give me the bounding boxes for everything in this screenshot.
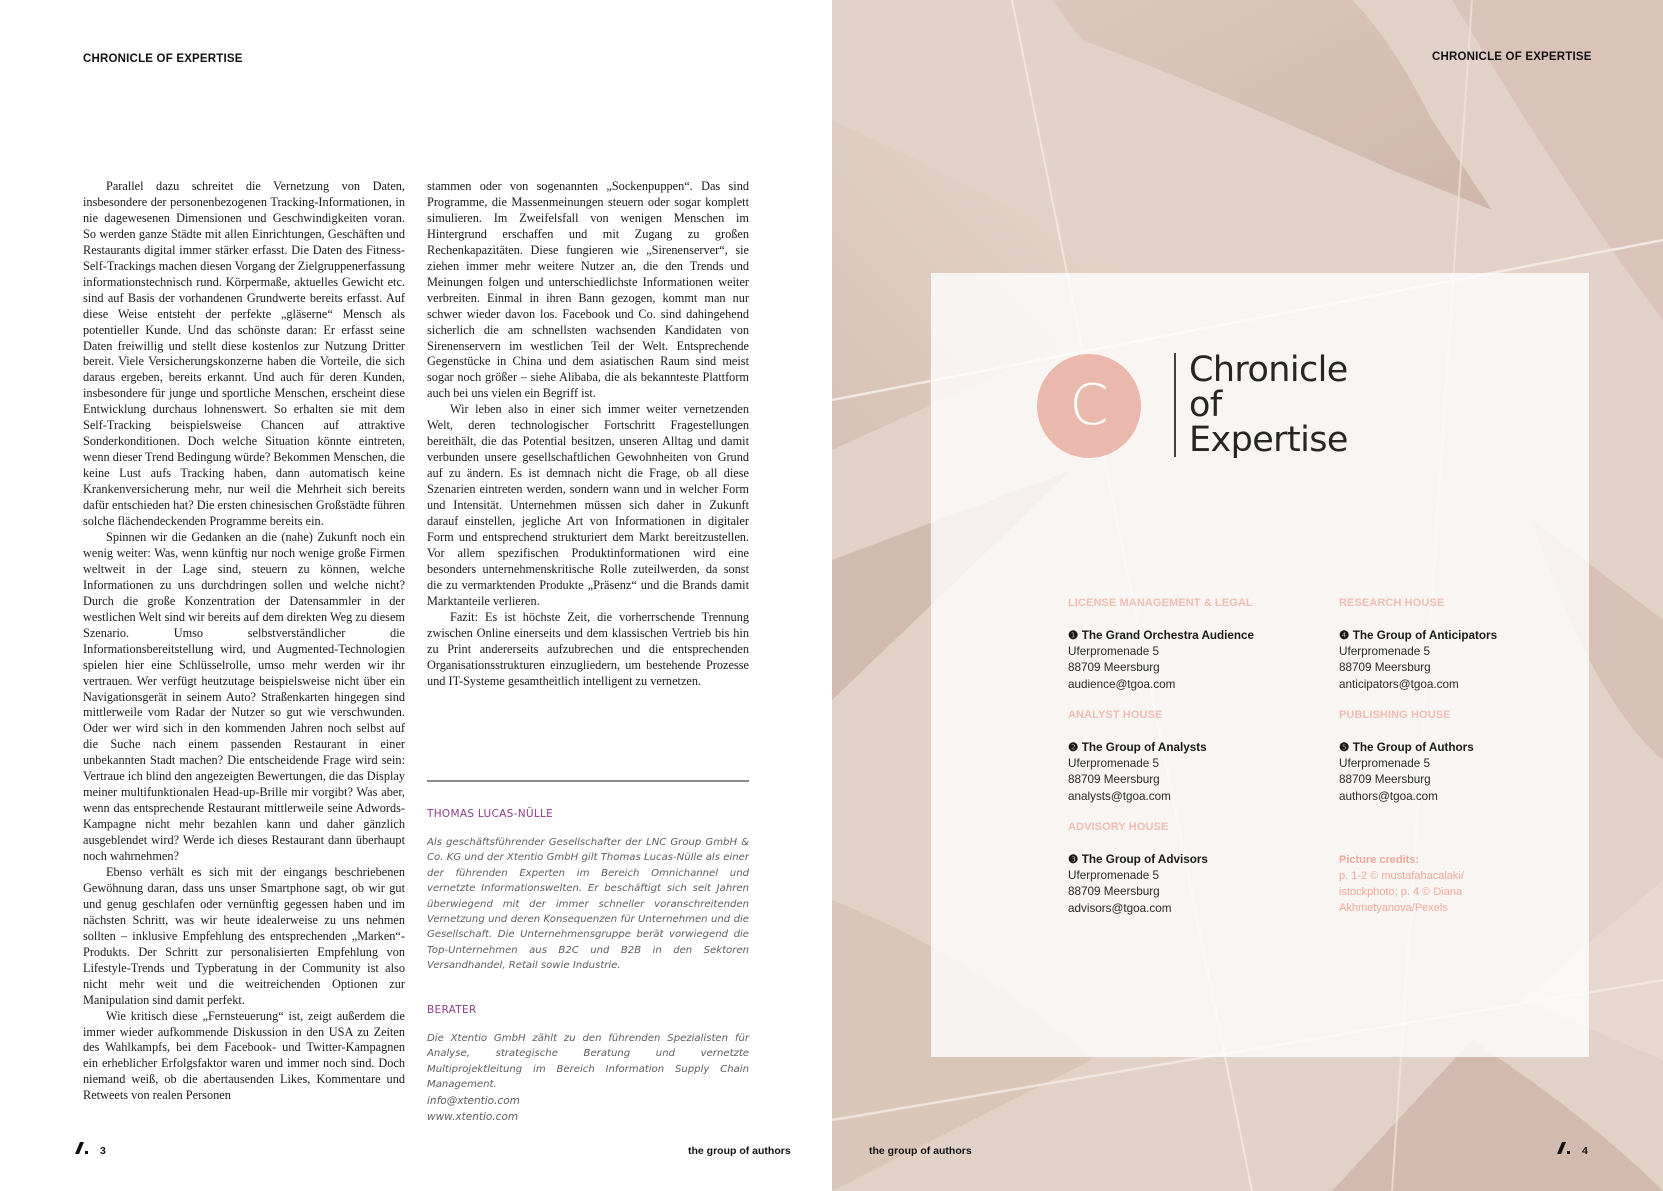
brand-divider [1174, 353, 1176, 457]
brand-title-line-3: Expertise [1189, 420, 1348, 460]
entry-email[interactable]: authors@tgoa.com [1339, 789, 1438, 803]
running-head-right: CHRONICLE OF EXPERTISE [1432, 51, 1592, 63]
entry-name: The Grand Orchestra Audience [1081, 629, 1255, 642]
entry-street: Uferpromenade 5 [1068, 757, 1159, 771]
footer-brand-left: the group of authors [688, 1145, 791, 1157]
paragraph: Spinnen wir die Gedanken an die (nahe) Zukunft noch ein wenig weiter: Was, wenn künftig nur noch wenige große Firmen weltweit in der Lage sind, steuern zu können, welche Informationen zu uns durchdringen sollen und welche nicht? Durch die große Konzentration der Datensammler in der westlichen Welt sind wir bereits auf dem direkten Weg zu diesem Szenario. Umso selbstverständlicher die Informationsbereitstellung wird, und Augmented-Technologien spielen hier eine Schlüsselrolle, umso mehr werden wir ihr vertrauen. Wer verfügt heutzutage beispielsweise nicht über ein Navigationsgerät in seinem Auto? Straßenkarten hingegen sind mittlerweile vom Radar der Nutzer so gut wie verschwunden. Oder wer wird sich in den kommenden Jahren noch selbst auf die Suche nach einem passenden Restaurant in einer unbekannten Stadt machen? Die entscheidende Frage wird sein: Vertraue ich blind den angezeigten Bewertungen, die das Display meiner multifunktionalen Head-up-Brille mir vorgibt? Was aber, wenn das entsprechende Restaurant mittlerweile seine Adwords-Kampagne nicht mehr bezahlen kann und daher gänzlich ausgeblendet wird? Werde ich dieses Restaurant dann überhaupt noch wahrnehmen? [83, 529, 405, 864]
credits-line: Akhmetyanova/Pexels [1339, 902, 1448, 914]
credits-title: Picture credits: [1339, 854, 1420, 866]
author-name: THOMAS LUCAS-NÜLLE [427, 808, 554, 820]
entry-street: Uferpromenade 5 [1068, 645, 1159, 659]
credits-line: p. 1-2 © mustafahacalaki/ [1339, 870, 1464, 882]
brand-logo-circle [1037, 354, 1141, 458]
entry-number: ❶ [1068, 629, 1079, 642]
section-heading-analyst: ANALYST HOUSE [1068, 709, 1163, 721]
entry-email[interactable]: advisors@tgoa.com [1068, 901, 1172, 915]
entry-name: The Group of Authors [1352, 741, 1474, 754]
entry-email[interactable]: analysts@tgoa.com [1068, 789, 1171, 803]
entry-street: Uferpromenade 5 [1339, 645, 1430, 659]
entry-analyst [1068, 740, 1207, 805]
entry-number: ❷ [1068, 741, 1079, 754]
paragraph: Ebenso verhält es sich mit der eingangs beschriebenen Gewöhnung daran, dass uns unser Smartphone sagt, ob wir gut und genug geschlafen oder vernünftig gegessen haben und im nächsten Schritt, was wir heute idealerweise zu uns nehmen sollten – inklusive Empfehlung des entsprechenden „Marken“-Produkts. Der Schritt zur personalisierten Empfehlung von Lifestyle-Trends und Typberatung in der Community ist also nicht mehr weit und die weitreichenden Optionen zur Manipulation sind damit perfekt. [83, 864, 405, 1007]
entry-city: 88709 Meersburg [1068, 773, 1160, 787]
entry-number: ❸ [1068, 853, 1079, 866]
paragraph: Wir leben also in einer sich immer weiter vernetzenden Welt, deren technologischer Fortschritt Fragestellungen bereithält, die das Potential besitzen, unseren Alltag und damit verbunden unsere gesellschaftlichen Gewohnheiten von Grund auf zu ändern. Es ist demnach nicht die Frage, ob all diese Szenarien eintreten werden, sondern wann und in welcher Form und Intensität. Unternehmen müssen sich daher in Zukunft darauf einstellen, jegliche Art von Informationen in digitaler Form und entsprechend strukturiert dem Markt bereitzustellen. Vor allem spezifischen Produktinformationen wird eine besonders unternehmenskritische Rolle zuteilwerden, da sonst die zu vermarktenden Produkte „Präsenz“ und die Brands damit Marktanteile verlieren. [427, 402, 749, 608]
running-head-left: CHRONICLE OF EXPERTISE [83, 53, 243, 65]
entry-research [1339, 628, 1497, 693]
page-number-right: 4 [1582, 1145, 1588, 1157]
entry-email[interactable]: anticipators@tgoa.com [1339, 677, 1459, 691]
right-page [832, 0, 1663, 1191]
credits-line: istockphoto; p. 4 © Diana [1339, 886, 1463, 898]
entry-city: 88709 Meersburg [1339, 661, 1431, 675]
entry-number: ❺ [1339, 741, 1350, 754]
section-heading-research: RESEARCH HOUSE [1339, 597, 1445, 609]
section-heading-license: LICENSE MANAGEMENT & LEGAL [1068, 597, 1253, 609]
paragraph: Parallel dazu schreitet die Vernetzung von Daten, insbesondere der personenbezogenen Tracking-Informationen, in nie dagewesenen Dimensionen und Geschwindigkeiten voran. So werden ganze Städte mit allen Einrichtungen, Geschäften und Restaurants digital immer stärker erfasst. Die Daten des Fitness-Self-Trackings machen diesen Vorgang der Zielgruppenerfassung informationstechnisch rund. Körpermaße, aktuelles Gewicht etc. sind auf Basis der vorhandenen Grundwerte bereits erfasst. Auf diese Weise entsteht der perfekte „gläserne“ Mensch als potentieller Kunde. Und das schönste daran: Er erfasst seine Daten freiwillig und stellt diese kostenlos zur Nutzung Dritter bereit. Viele Versicherungskonzerne haben die Vorteile, die sich daraus ergeben, bereits erkannt. Und auch für deren Kunden, insbesondere für junge und sportliche Menschen, erscheint diese Entwicklung durchaus lohnenswert. So erhalten sie mit dem Self-Tracking beispielsweise Chancen auf attraktive Sonderkonditionen. Doch welche Situation könnte eintreten, wenn dieser Trend Bedingung würde? Bekommen Menschen, die keine Lust aufs Tracking haben, dann automatisch keine Krankenversicherung mehr, nur weil die Mehrheit sich bereits dafür entschieden hat? Die ersten chinesischen Großstädte führen solche flächendeckenden Programme bereits ein. [83, 179, 405, 529]
entry-city: 88709 Meersburg [1068, 661, 1160, 675]
entry-street: Uferpromenade 5 [1339, 757, 1430, 771]
publisher-logo-icon [74, 1141, 90, 1155]
paragraph: Fazit: Es ist höchste Zeit, die vorherrschende Trennung zwischen Online einerseits und dem klassischen Vertrieb bis hin zu Print andererseits aufzubrechen und die entsprechenden Organisationsstrukturen einzugliedern, um bestehende Prozesse und IT-Systeme gesamtheitlich intelligent zu vernetzen. [427, 609, 749, 688]
entry-name: The Group of Analysts [1081, 741, 1207, 754]
author-divider [427, 780, 749, 782]
entry-name: The Group of Advisors [1081, 853, 1208, 866]
entry-name: The Group of Anticipators [1352, 629, 1498, 642]
entry-publishing [1339, 740, 1474, 805]
brand-logo-letter: C [1069, 373, 1109, 438]
entry-street: Uferpromenade 5 [1068, 869, 1159, 883]
paragraph: Wie kritisch diese „Fernsteuerung“ ist, zeigt außerdem die immer wieder aufkommende Diskussion in den USA zu Zeiten des Wahlkampfs, bei dem Facebook- und Twitter-Kampagnen ein erheblicher Erfolgsfaktor waren und immer noch sind. Doch niemand weiß, ob die abertausenden Likes, Kommentare und Retweets von realen Personen [83, 1008, 405, 1103]
email-link[interactable]: info@xtentio.com [427, 1095, 520, 1107]
entry-number: ❹ [1339, 629, 1350, 642]
author-bio: Als geschäftsführender Gesellschafter der LNC Group GmbH & Co. KG und der Xtentio GmbH gilt Thomas Lucas-Nülle als einer der führenden Experten im Bereich Omnichannel und vernetzte Informationswelten. Er beschäftigt sich seit Jahren überwiegend mit der immer schneller voranschreitenden Vernetzung und deren Konsequenzen für Unternehmen und die Gesellschaft. Die Unternehmensgruppe berät vorwiegend die Top-Unternehmen aus B2C und B2B in den Sektoren Versandhandel, Retail sowie Industrie. [427, 837, 749, 972]
entry-email[interactable]: audience@tgoa.com [1068, 677, 1176, 691]
picture-credits [1339, 852, 1464, 916]
entry-city: 88709 Meersburg [1339, 773, 1431, 787]
page-number-left: 3 [100, 1145, 106, 1157]
text-column-2 [427, 179, 749, 690]
publisher-logo-icon [1556, 1141, 1572, 1155]
text-column-1 [83, 179, 405, 1104]
section-heading-advisory: ADVISORY HOUSE [1068, 821, 1169, 833]
advisor-text: Die Xtentio GmbH zählt zu den führenden Spezialisten für Analyse, strategische Beratung und vernetzte Multiprojektleitung im Bereich Information Supply Chain Management. [427, 1033, 749, 1091]
entry-city: 88709 Meersburg [1068, 885, 1160, 899]
section-heading-publishing: PUBLISHING HOUSE [1339, 709, 1451, 721]
website-link[interactable]: www.xtentio.com [427, 1111, 519, 1123]
paragraph: stammen oder von sogenannten „Sockenpuppen“. Das sind Programme, die Massenmeinungen steuern oder sogar komplett simulieren. Im Zweifelsfall von wenigen Menschen im Hintergrund erschaffen und mit Zugang zu großen Rechenkapazitäten. Diese fungieren wie „Sirenenserver“, sie ziehen immer mehr weitere Nutzer an, die den Trends und Meinungen folgen und unterschiedlichste Informationen weiter verbreiten. Einmal in ihren Bann gezogen, kommt man nur schwer wieder davon los. Facebook und Co. sind dahingehend sicherlich die am schnellsten wachsenden Kandidaten von Sirenenservern im westlichen Teil der Welt. Entsprechende Gegenstücke in China und dem asiatischen Raum sind meist sogar noch größer – siehe Alibaba, die als bekannteste Plattform auch bei uns vielen ein Begriff ist. [427, 179, 749, 401]
footer-brand-right: the group of authors [869, 1145, 972, 1157]
entry-advisory [1068, 852, 1208, 917]
entry-license [1068, 628, 1254, 693]
brand-title-line-1: Chronicle [1189, 350, 1348, 390]
masthead-panel [931, 273, 1589, 1057]
brand-title-line-2: of [1189, 385, 1222, 425]
advisor-heading: BERATER [427, 1004, 477, 1016]
